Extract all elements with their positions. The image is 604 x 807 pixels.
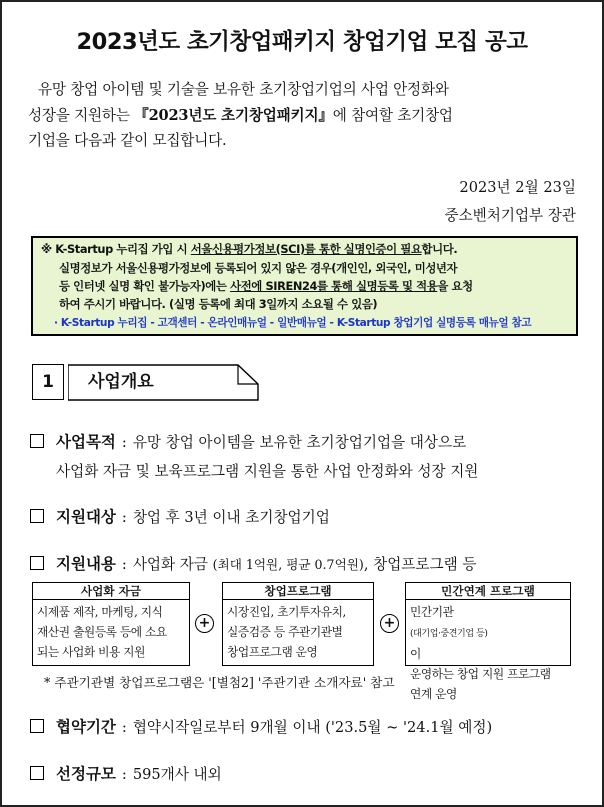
period-label: 협약기간: [56, 718, 116, 736]
period-item: [30, 715, 492, 737]
program-line: 창업프로그램 운영: [227, 645, 318, 659]
purpose-label: 사업목적: [56, 433, 116, 451]
content-item: [30, 552, 476, 574]
program-line: 시제품 제작, 마케팅, 지식: [37, 605, 163, 619]
checkbox-icon: [30, 719, 44, 733]
checkbox-icon: [30, 766, 44, 780]
scale-item: [30, 762, 222, 784]
target-item: [30, 505, 330, 527]
program-body: [33, 600, 189, 662]
footnote: * 주관기관별 창업프로그램은 '[별첨2] '주관기관 소개자료' 참고: [44, 675, 395, 690]
page-title: 2023년도 초기창업패키지 창업기업 모집 공고: [76, 29, 528, 55]
intro-line-1: 유망 창업 아이템 및 기술을 보유한 초기창업기업의 사업 안정화와: [38, 81, 449, 98]
colon: :: [121, 766, 127, 783]
intro-line-2-post: 에 참여할 초기창업: [332, 106, 453, 124]
program-box-funding: [32, 582, 190, 666]
program-line: 되는 사업화 비용 지원: [37, 645, 145, 659]
notice-line-3-pre: 등 인터넷 실명 확인 불가능자)에는: [59, 279, 231, 293]
section-header: [32, 364, 262, 402]
program-line: 시장진입, 초기투자유치,: [227, 605, 346, 619]
plus-icon: +: [380, 614, 399, 633]
program-body: [223, 600, 373, 662]
program-line: 연계 운영: [410, 687, 457, 701]
checkbox-icon: [30, 509, 44, 523]
content-text-small: (최대 1억원, 평균 0.7억원): [212, 557, 364, 572]
manual-link[interactable]: · K-Startup 누리집 - 고객센터 - 온라인매뉴얼 - 일반매뉴얼 - K-Startup 창업기업 실명등록 매뉴얼 참고: [54, 317, 532, 329]
checkbox-icon: [30, 434, 44, 448]
target-label: 지원대상: [56, 508, 116, 526]
period-text: 협약시작일로부터 9개월 이내 ('23.5월 ~ '24.1월 예정): [132, 719, 493, 736]
purpose-text-continued: 사업화 자금 및 보육프로그램 지원을 통한 사업 안정화와 성장 지원: [56, 463, 479, 480]
colon: :: [121, 719, 127, 736]
purpose-item: [30, 430, 466, 452]
program-box-startup: [222, 582, 374, 666]
program-line: 운영하는 창업 지원 프로그램: [410, 667, 551, 681]
program-title: 창업프로그램: [223, 583, 373, 600]
section-number: 1: [32, 364, 64, 400]
notice-line-3-underlined: 사전에 SIREN24를 통해 실명등록 및 적용: [230, 279, 438, 293]
program-line: 재산권 출원등록 등에 소요: [37, 625, 167, 639]
purpose-text: 유망 창업 아이템을 보유한 초기창업기업을 대상으로: [132, 434, 467, 451]
program-box-private: [405, 582, 571, 701]
scale-label: 선정규모: [56, 765, 116, 783]
colon: :: [121, 434, 127, 451]
program-title: 민간연계 프로그램: [406, 583, 570, 600]
notice-box: [31, 236, 578, 336]
program-line: 실증검증 등 주관기관별: [227, 625, 343, 639]
program-name: 『2023년도 초기창업패키지』: [134, 106, 333, 124]
program-line-pre: 민간기관: [410, 605, 454, 619]
plus-icon: +: [195, 614, 214, 633]
program-line: [410, 602, 566, 664]
notice-line-4: 하여 주시기 바랍니다. (실명 등록에 최대 3일까지 소요될 수 있음): [59, 297, 378, 311]
program-title: 사업화 자금: [33, 583, 189, 600]
content-text-pre: 사업화 자금: [132, 556, 213, 573]
intro-line-3: 기업을 다음과 같이 모집합니다.: [28, 132, 227, 149]
intro-paragraph: [28, 77, 580, 154]
program-body: [406, 600, 570, 704]
colon: :: [121, 509, 127, 526]
intro-line-2: [28, 103, 580, 129]
target-text: 창업 후 3년 이내 초기창업기업: [132, 509, 330, 526]
section-title: 사업개요: [88, 372, 154, 392]
intro-line-2-pre: 성장을 지원하는: [28, 106, 135, 124]
notice-line-3: [59, 278, 473, 294]
announcement-date: 2023년 2월 23일: [459, 179, 576, 196]
notice-line-1-pre: ※ K-Startup 누리집 가입 시: [41, 242, 191, 256]
notice-line-1-post: 합니다.: [421, 242, 458, 256]
notice-line-1-underlined: 서울신용평가정보(SCI)를 통한 실명인증이 필요: [190, 242, 422, 256]
content-label: 지원내용: [56, 555, 116, 573]
issuing-organization: 중소벤처기업부 장관: [444, 207, 576, 224]
notice-line-3-post: 을 요청: [437, 279, 473, 293]
content-text-post: , 창업프로그램 등: [363, 556, 477, 573]
notice-line-2: 실명정보가 서울신용평가정보에 등록되어 있지 않은 경우(개인인, 외국인, 미성년자: [59, 261, 458, 275]
program-line-small: (대기업·중견기업 등): [410, 629, 488, 639]
colon: :: [121, 556, 127, 573]
scale-text: 595개사 내외: [132, 766, 222, 783]
notice-line-1: [41, 241, 457, 257]
program-line-post: 이: [410, 647, 421, 661]
checkbox-icon: [30, 556, 44, 570]
